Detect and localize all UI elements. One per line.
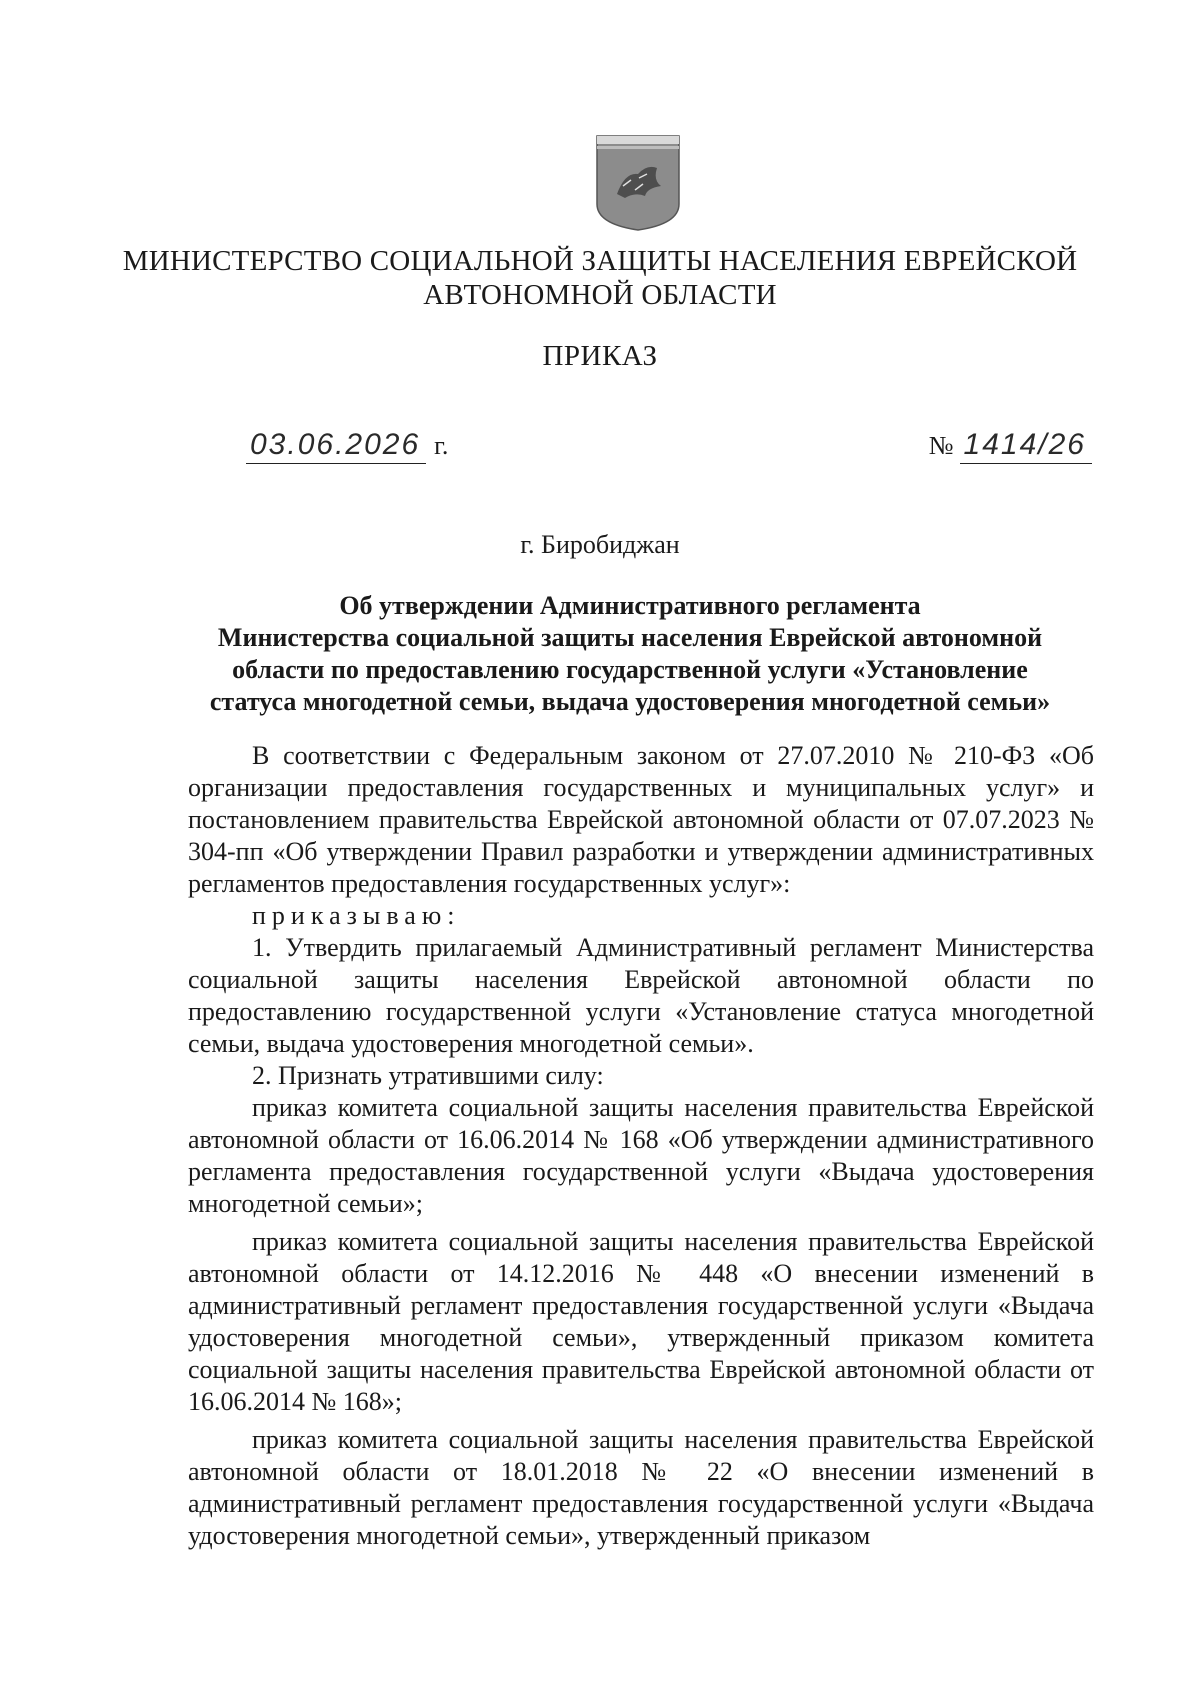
ministry-name-line1: МИНИСТЕРСТВО СОЦИАЛЬНОЙ ЗАЩИТЫ НАСЕЛЕНИЯ ЕВРЕЙСКОЙ bbox=[122, 245, 1078, 277]
title-line3: области по предоставлению государственной услуги «Установление bbox=[232, 655, 1028, 684]
handwritten-number: 1414/26 bbox=[960, 428, 1092, 464]
orders-word: приказываю: bbox=[252, 901, 461, 930]
title-line4: статуса многодетной семьи, выдача удостоверения многодетной семьи» bbox=[209, 687, 1051, 716]
number-prefix: № bbox=[928, 431, 954, 460]
handwritten-date: 03.06.2026 bbox=[246, 428, 426, 464]
title-line1: Об утверждении Административного регламента bbox=[339, 591, 921, 620]
title-line2: Министерства социальной защиты населения Еврейской автономной bbox=[217, 623, 1043, 652]
item-2b-paragraph: приказ комитета социальной защиты населения правительства Еврейской автономной области от 14.12.2016 № 448 «О внесении изменений в административный регламент предоставления государственной услуги «Выдача удостоверения многодетной семьи», утвержденный приказом комитета социальной защиты населения правительства Еврейской автономной области от 16.06.2014 № 168»; bbox=[188, 1227, 1094, 1416]
document-type: ПРИКАЗ bbox=[542, 340, 658, 372]
order-body bbox=[188, 740, 1094, 1552]
date-suffix: г. bbox=[434, 431, 449, 460]
item-2-paragraph: 2. Признать утратившими силу: bbox=[252, 1061, 604, 1090]
preamble-paragraph: В соответствии с Федеральным законом от 27.07.2010 № 210-ФЗ «Об организации предоставления государственных и муниципальных услуг» и постановлением правительства Еврейской автономной области от 07.07.2023 № 304-пп «Об утверждении Правил разработки и утверждении административных регламентов предоставления государственных услуг»: bbox=[188, 741, 1094, 898]
order-date bbox=[246, 428, 448, 464]
item-2a-paragraph: приказ комитета социальной защиты населения правительства Еврейской автономной области от 16.06.2014 № 168 «Об утверждении административного регламента предоставления государственной услуги «Выдача удостоверения многодетной семьи»; bbox=[188, 1093, 1094, 1218]
order-number bbox=[929, 428, 1092, 464]
coat-of-arms-icon bbox=[595, 134, 681, 232]
item-1-paragraph: 1. Утвердить прилагаемый Административный регламент Министерства социальной защиты населения Еврейской автономной области по предоставлению государственной услуги «Установление статуса многодетной семьи, выдача удостоверения многодетной семьи». bbox=[188, 933, 1094, 1058]
ministry-name-line2: АВТОНОМНОЙ ОБЛАСТИ bbox=[423, 279, 777, 311]
order-title bbox=[180, 590, 1080, 718]
ministry-name bbox=[120, 244, 1080, 312]
item-2c-paragraph: приказ комитета социальной защиты населения правительства Еврейской автономной области от 18.01.2018 № 22 «О внесении изменений в административный регламент предоставления государственной услуги «Выдача удостоверения многодетной семьи», утвержденный приказом bbox=[188, 1425, 1094, 1550]
city-line: г. Биробиджан bbox=[520, 530, 680, 559]
